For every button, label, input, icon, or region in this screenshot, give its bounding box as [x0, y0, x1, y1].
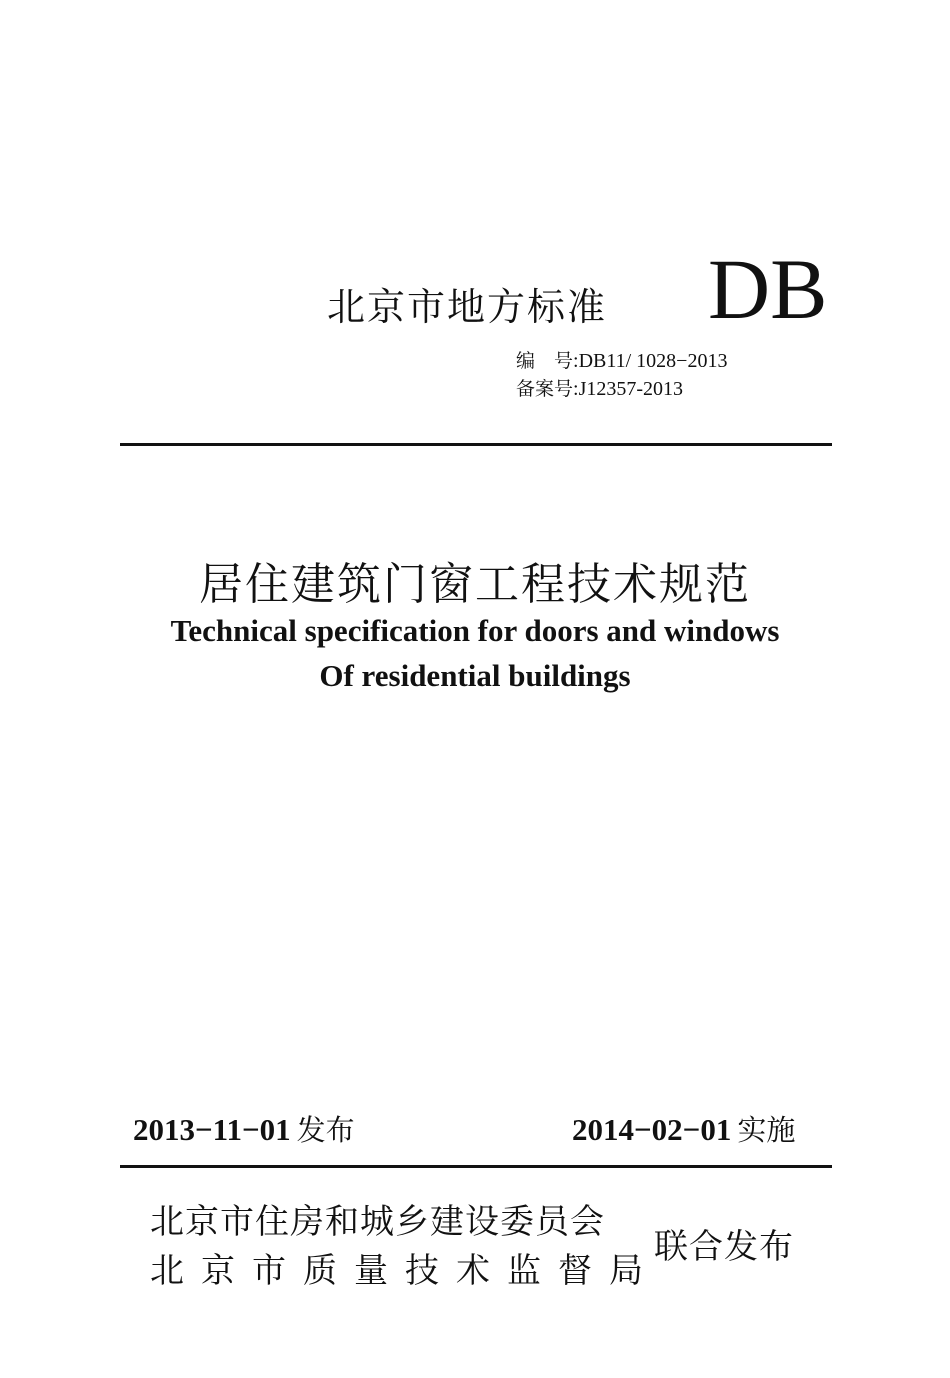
title-english-line-2: Of residential buildings: [319, 658, 631, 693]
publish-word: 发布: [296, 1113, 355, 1147]
effective-word: 实施: [737, 1113, 796, 1147]
issuer-housing-commission: 北京市住房和城乡建设委员会: [150, 1202, 605, 1242]
code-number-line: [516, 346, 727, 373]
publish-date-line: [133, 1108, 355, 1149]
issuer-quality-bureau: 北京市质量技术监督局: [150, 1251, 660, 1291]
effective-date: 2014−02−01: [572, 1112, 732, 1147]
effective-date-line: [572, 1108, 795, 1149]
code-number-value: DB11/ 1028−2013: [578, 350, 728, 372]
joint-issue-label: 联合发布: [654, 1227, 794, 1267]
record-separator: :: [573, 378, 579, 400]
record-number-line: [516, 374, 683, 401]
db-mark: DB: [708, 241, 828, 337]
top-divider: [120, 443, 832, 446]
title-chinese: 居住建筑门窗工程技术规范: [199, 559, 751, 610]
code-number-label: 编 号: [516, 350, 574, 372]
bottom-divider: [120, 1165, 832, 1168]
record-number-label: 备案号: [516, 378, 574, 400]
title-english-line-1: Technical specification for doors and windows: [170, 613, 780, 648]
record-number-value: J12357-2013: [578, 378, 684, 400]
standard-type: 北京市地方标准: [327, 285, 608, 329]
publish-date: 2013−11−01: [133, 1112, 291, 1147]
code-separator: :: [573, 350, 579, 372]
